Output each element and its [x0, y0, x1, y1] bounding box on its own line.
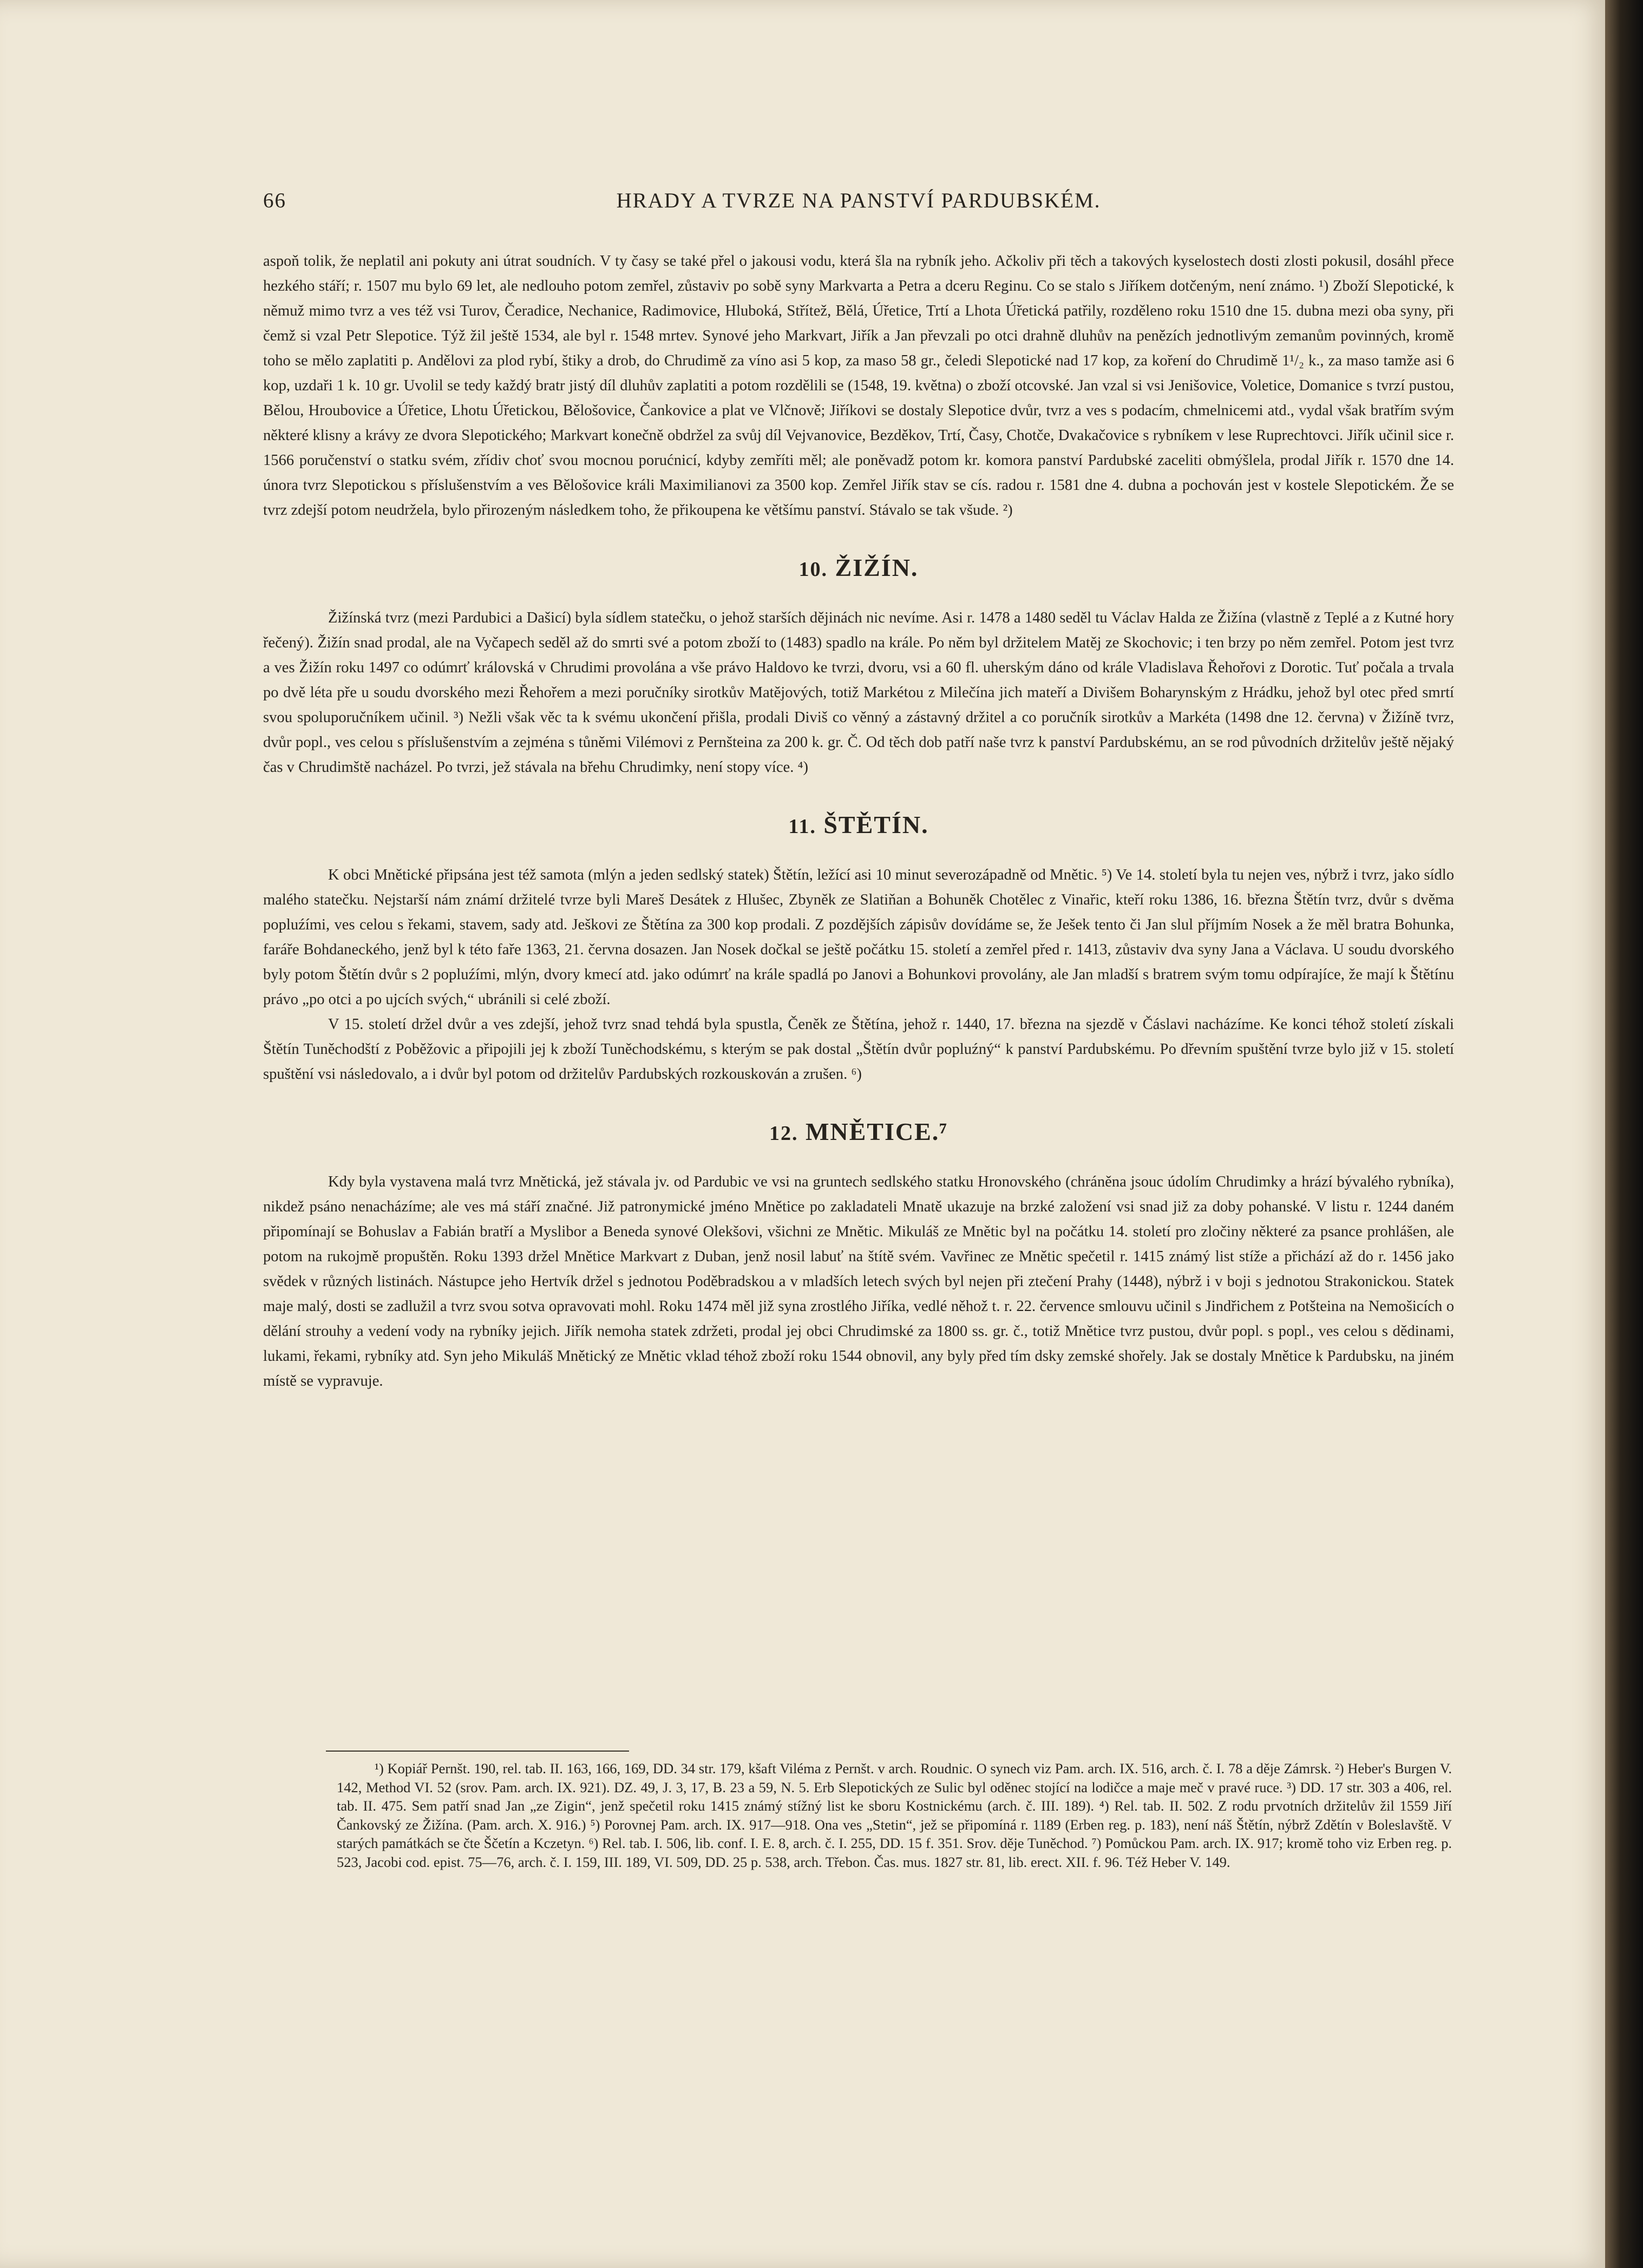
section-heading: ŠTĚTÍN.: [823, 811, 929, 838]
footnote-divider: [326, 1751, 629, 1752]
book-spine-shadow: [1605, 0, 1643, 2268]
section-title-zizin: [263, 554, 1454, 583]
section-heading: MNĚTICE.⁷: [805, 1118, 948, 1145]
body-text: [263, 249, 1454, 1394]
section-heading: ŽIŽÍN.: [835, 554, 919, 581]
section-title-mnetice: [263, 1118, 1454, 1147]
paragraph-mnetice: Kdy byla vystavena malá tvrz Mnětická, jež stávala jv. od Pardubic ve vsi na gruntech sedlského statku Hronovského (chráněna jsouc údolím Chrudimky a hrází bývalého rybníka), nikdež psáno nenacházíme; ale ves má stáří značné. Již patronymické jméno Mnětice po zakladateli Mnatě ukazuje na brzké založení vsi snad již za doby pohanské. V listu r. 1244 daném připomínají se Bohuslav a Fabián bratří a Myslibor a Beneda synové Olekšovi, všichni ze Mnětic. Mikuláš ze Mnětic byl na počátku 14. století pro zločiny některé za psance prohlášen, ale potom na rukojmě propuštěn. Roku 1393 držel Mnětice Markvart z Duban, jenž nosil labuť na štítě svém. Vavřinec ze Mnětic spečetil r. 1415 známý list stíže a přichází až do r. 1456 jako svědek v různých listinách. Nástupce jeho Hertvík držel s jednotou Poděbradskou a v mladších letech svých byl nejen při ztečení Prahy (1448), nýbrž i v boji s jednotou Strakonickou. Statek maje malý, dosti se zadlužil a tvrz svou sotva opravovati mohl. Roku 1474 měl již syna zrostlého Jiříka, vedlé něhož t. r. 22. července smlouvu učinil s Jindřichem z Potšteina na Nemošicích o dělání strouhy a vedení vody na rybníky jejich. Jiřík nemoha statek zdržeti, prodal jej obci Chrudimské za 1800 ss. gr. č., totiž Mnětice tvrz pustou, dvůr popl. s popl., ves celou s dědinami, lukami, řekami, rybníky atd. Syn jeho Mikuláš Mnětický ze Mnětic vklad téhož zboží roku 1544 obnovil, any byly před tím dsky zemské shořely. Jak se dostaly Mnětice k Pardubsku, na jiném místě se vypravuje.: [263, 1174, 1454, 1389]
page-header: [263, 188, 1454, 221]
footnote-text: ¹) Kopiář Pernšt. 190, rel. tab. II. 163, 166, 169, DD. 34 str. 179, kšaft Viléma z Pernšt. v arch. Roudnic. O synech viz Pam. arch. IX. 516, arch. č. I. 78 a děje Zámrsk. ²) Heber's Burgen V. 142, Method VI. 52 (srov. Pam. arch. IX. 921). DZ. 49, J. 3, 17, B. 23 a 59, N. 5. Erb Slepotických ze Sulic byl oděnec stojící na lodičce a maje meč v pravé ruce. ³) DD. 17 str. 303 a 406, rel. tab. II. 475. Sem patří snad Jan „ze Zigin“, jenž spečetil roku 1415 známý stížný list ke sboru Kostnickému (arch. č. III. 189). ⁴) Rel. tab. II. 502. Z rodu prvotních držitelův žil 1559 Jiří Čankovský ze Žižína. (Pam. arch. X. 916.) ⁵) Porovnej Pam. arch. IX. 917—918. Ona ves „Stetin“, jež se připomíná r. 1189 (Erben reg. p. 183), není náš Štětín, nýbrž Zdětín v Boleslavště. V starých památkách se čte Ščetín a Kczetyn. ⁶) Rel. tab. I. 506, lib. conf. I. E. 8, arch. č. I. 255, DD. 15 f. 351. Srov. děje Tuněchod. ⁷) Pomůckou Pam. arch. IX. 917; kromě toho viz Erben reg. p. 523, Jacobi cod. epist. 75—76, arch. č. I. 159, III. 189, VI. 509, DD. 25 p. 538, arch. Třebon. Čas. mus. 1827 str. 81, lib. erect. XII. f. 96. Též Heber V. 149.: [337, 1760, 1452, 1870]
footnotes: [337, 1759, 1452, 1871]
section-number: 11.: [788, 815, 816, 838]
section-title-stetin: [263, 811, 1454, 840]
section-number: 12.: [769, 1122, 798, 1145]
section-number: 10.: [798, 558, 828, 581]
paragraph-stetin-1: K obci Mnětické připsána jest též samota (mlýn a jeden sedlský statek) Štětín, ležící asi 10 minut severozápadně od Mnětic. ⁵) Ve 14. století byla tu nejen ves, nýbrž i tvrz, jako sídlo malého statečku. Nejstarší nám známí držitelé tvrze byli Mareš Desátek z Hlušec, Zbyněk ze Slatiňan a Bohuněk Chotělec z Vinařic, kteří roku 1386, 16. března Štětín tvrz, dvůr s dvěma popluźími, ves celou s řekami, stavem, sady atd. Ješkovi ze Štětína za 300 kop prodali. Z pozdějších zápisův dovídáme se, že Ješek tento či Jan slul příjmím Nosek a že měl bratra Bohunka, faráře Bohdaneckého, jenž byl k této faře 1363, 21. června dosazen. Jan Nosek dočkal se ještě počátku 15. století a zemřel před r. 1413, zůstaviv dva syny Jana a Václava. U soudu dvorského byly potom Štětín dvůr s 2 popluźími, mlýn, dvory kmecí atd. jako odúmrť na krále spadlá po Janovi a Bohunkovi provolány, ale Jan mladší s bratrem svým tomu odpírajíce, že mají k Štětínu právo „po otci a po ujcích svých,“ ubránili si celé zboží.: [263, 867, 1454, 1008]
paragraph-zizin: Žižínská tvrz (mezi Pardubici a Dašicí) byla sídlem statečku, o jehož starších dějinách nic nevíme. Asi r. 1478 a 1480 seděl tu Václav Halda ze Žižína (vlastně z Teplé a z Kutné hory řečený). Žižín snad prodal, ale na Vyčapech seděl až do smrti své a potom zboží to (1483) spadlo na krále. Po něm byl držitelem Matěj ze Skochovic; i ten brzy po něm zemřel. Potom jest tvrz a ves Žižín roku 1497 co odúmrť královská v Chrudimi provolána a vše právo Haldovo ke tvrzi, dvoru, vsi a 60 fl. uherským dáno od krále Vladislava Řehořovi z Dorotic. Tuť počala a trvala po dvě léta pře u soudu dvorského mezi Řehořem a mezi poručníky sirotkův Matějových, totiž Markétou z Milečína jich mateří a Divišem Boharynským z Hrádku, jehož byl otec před smrtí svou spoluporučníkem učinil. ³) Nežli však věc ta k svému ukončení přišla, prodali Diviš co věnný a zástavný držitel a co poručník sirotkův a Markéta (1498 dne 12. června) v Žižíně tvrz, dvůr popl., ves celou s příslušenstvím a zejména s tůněmi Vilémovi z Pernšteina za 200 k. gr. Č. Od těch dob patří naše tvrz k panství Pardubskému, an se rod původních držitelův ještě nějaký čas v Chrudimště nacházel. Po tvrzi, jež stávala na břehu Chrudimky, není stopy více. ⁴): [263, 609, 1454, 776]
paragraph-slepotice-continued: aspoň tolik, že neplatil ani pokuty ani útrat soudních. V ty časy se také přel o jakousi vodu, která šla na rybník jeho. Ačkoliv při těch a takových kyselostech dosti zlosti pokusil, dosáhl přece hezkého stáří; r. 1507 mu bylo 69 let, ale nedlouho potom zemřel, zůstaviv po sobě syny Markvarta a Petra a dceru Reginu. Co se stalo s Jiříkem dotčeným, není známo. ¹) Zboží Slepotické, k němuž mimo tvrz a ves též vsi Turov, Čeradice, Nechanice, Radimovice, Hluboká, Střítež, Bělá, Úřetice, Trtí a Lhota Úřetická patřily, rozděleno roku 1510 dne 15. dubna mezi oba syny, při čemž si vzal Petr Slepotice. Týž žil ještě 1534, ale byl r. 1548 mrtev. Synové jeho Markvart, Jiřík a Jan převzali po otci drahně dluhův na penězích jednotlivým zemanům povinných, kromě toho se mělo zaplatiti p. Andělovi za plod rybí, štiky a drob, do Chrudimě za víno asi 5 kop, za maso 58 gr., čeledi Slepotické nad 17 kop, za koření do Chrudimě 1¹/₂ k., za maso tamže asi 6 kop, uzdaři 1 k. 10 gr. Uvolil se tedy každý bratr jistý díl dluhův zaplatiti a potom rozdělili se (1548, 19. května) o zboží otcovské. Jan vzal si vsi Jenišovice, Voletice, Domanice s tvrzí pustou, Bělou, Hroubovice a Úřetice, Lhotu Úřetickou, Bělošovice, Čankovice a plat ve Vlčnově; Jiříkovi se dostaly Slepotice dvůr, tvrz a ves s podacím, chmelnicemi atd., vydal však bratřím svým některé klisny a krávy ze dvora Slepotického; Markvart konečně obdržel za svůj díl Vejvanovice, Bezděkov, Trtí, Časy, Chotče, Dvakačovice s rybníkem v lese Ruprechtovci. Jiřík učinil sice r. 1566 poručenství o statku svém, zřídiv choť svou mocnou porućnicí, kdyby zemříti měl; ale poněvadž potom kr. komora panství Pardubské zaceliti obmýšlela, prodal Jiřík r. 1570 dne 14. února tvrz Slepotickou s příslušenstvím a ves Bělošovice králi Maximilianovi za 3500 kop. Zemřel Jiřík stav se cís. radou r. 1581 dne 4. dubna a pochován jest v kostele Slepotickém. Že se tvrz zdejší potom neudržela, bylo přirozeným následkem toho, že přikoupena ke většímu panství. Stávalo se tak všude. ²): [263, 253, 1454, 519]
page-number: 66: [263, 189, 286, 212]
running-title: HRADY A TVRZE NA PANSTVÍ PARDUBSKÉM.: [616, 189, 1101, 212]
paragraph-stetin-2: V 15. století držel dvůr a ves zdejší, jehož tvrz snad tehdá byla spustla, Čeněk ze Štětína, jehož r. 1440, 17. března na sjezdě v Čáslavi nacházíme. Ke konci téhož století získali Štětín Tuněchodští z Poběžovic a připojili jej k zboží Tuněchodskému, s kterým se pak dostal „Štětín dvůr popluźný“ k panství Pardubskému. Po dřevním spuštění tvrze bylo již v 15. století spuštění vsi následovalo, a i dvůr byl potom od držitelův Pardubských rozkouskován a zrušen. ⁶): [263, 1016, 1454, 1083]
